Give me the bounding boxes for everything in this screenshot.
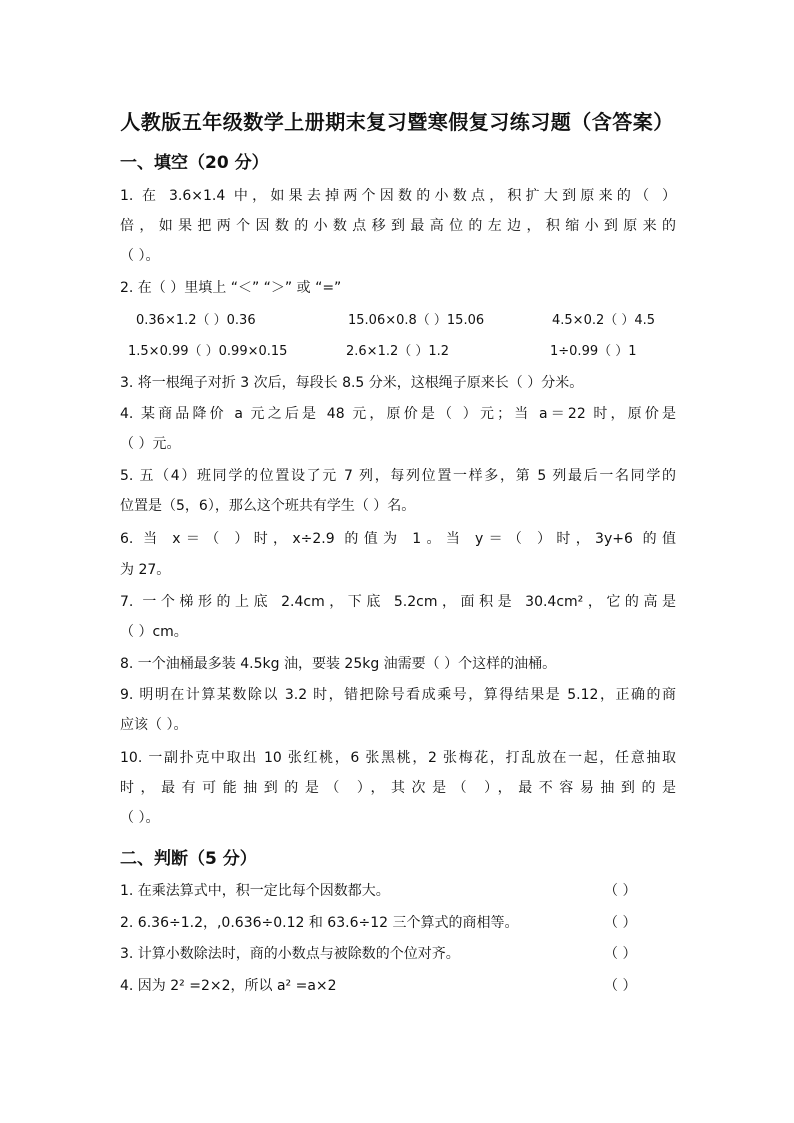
q6-line1: 6. 当 x＝（ ）时，x÷2.9 的值为 1。当 y＝（ ）时，3y+6 的值 bbox=[120, 531, 676, 547]
q8-line: 8. 一个油桶最多装 4.5kg 油，要装 25kg 油需要（ ）个这样的油桶。 bbox=[120, 656, 557, 672]
q4-line1: 4. 某商品降价 a 元之后是 48 元，原价是（ ）元；当 a＝22 时，原价是 bbox=[120, 406, 676, 422]
judge-item-1: 1. 在乘法算式中，积一定比每个因数都大。 bbox=[120, 883, 390, 899]
q1-line1: 1. 在 3.6×1.4 中，如果去掉两个因数的小数点，积扩大到原来的（ ） bbox=[120, 188, 676, 204]
q1-line2: 倍，如果把两个因数的小数点移到最高位的左边，积缩小到原来的 bbox=[120, 218, 676, 234]
q10-line3: （ ）。 bbox=[120, 810, 160, 826]
q1-line3: （ ）。 bbox=[120, 248, 160, 264]
q10-line1: 10. 一副扑克中取出 10 张红桃，6 张黑桃，2 张梅花，打乱放在一起，任意抽取 bbox=[120, 750, 676, 766]
q10-line2: 时，最有可能抽到的是（ ），其次是（ ），最不容易抽到的是 bbox=[120, 780, 676, 796]
answer-paren: （ ） bbox=[604, 946, 637, 962]
compare-item: 2.6×1.2（ ）1.2 bbox=[346, 344, 450, 359]
section-fill-blank-heading: 一、填空（20 分） bbox=[120, 153, 269, 173]
q9-line2: 应该（ ）。 bbox=[120, 717, 188, 733]
compare-item: 1.5×0.99（ ）0.99×0.15 bbox=[128, 344, 288, 359]
compare-item: 0.36×1.2（ ）0.36 bbox=[136, 313, 256, 328]
q3-line: 3. 将一根绳子对折 3 次后，每段长 8.5 分米，这根绳子原来长（ ）分米。 bbox=[120, 375, 584, 391]
answer-paren: （ ） bbox=[604, 978, 637, 994]
answer-paren: （ ） bbox=[604, 883, 637, 899]
judge-item-4: 4. 因为 2² =2×2，所以 a² =a×2 bbox=[120, 978, 337, 994]
judge-item-2: 2. 6.36÷1.2，,0.636÷0.12 和 63.6÷12 三个算式的商相等。 bbox=[120, 915, 519, 931]
q7-line1: 7. 一个梯形的上底 2.4cm，下底 5.2cm，面积是 30.4cm²，它的高是 bbox=[120, 594, 676, 610]
compare-item: 4.5×0.2（ ）4.5 bbox=[552, 313, 656, 328]
compare-item: 15.06×0.8（ ）15.06 bbox=[348, 313, 485, 328]
answer-paren: （ ） bbox=[604, 915, 637, 931]
judge-item-3: 3. 计算小数除法时，商的小数点与被除数的个位对齐。 bbox=[120, 946, 460, 962]
q2-line: 2. 在（ ）里填上 “＜” “＞” 或 “=” bbox=[120, 280, 342, 296]
q5-line1: 5. 五（4）班同学的位置设了元 7 列，每列位置一样多，第 5 列最后一名同学的 bbox=[120, 468, 676, 484]
page-title: 人教版五年级数学上册期末复习暨寒假复习练习题（含答案） bbox=[120, 110, 674, 134]
q4-line2: （ ）元。 bbox=[120, 436, 181, 452]
compare-item: 1÷0.99（ ）1 bbox=[550, 344, 637, 359]
q6-line2: 为 27。 bbox=[120, 562, 171, 578]
section-judge-heading: 二、判断（5 分） bbox=[120, 849, 257, 869]
q9-line1: 9. 明明在计算某数除以 3.2 时，错把除号看成乘号，算得结果是 5.12，正确的商 bbox=[120, 687, 676, 703]
q5-line2: 位置是（5，6），那么这个班共有学生（ ）名。 bbox=[120, 498, 416, 514]
q7-line2: （ ）cm。 bbox=[120, 624, 188, 640]
